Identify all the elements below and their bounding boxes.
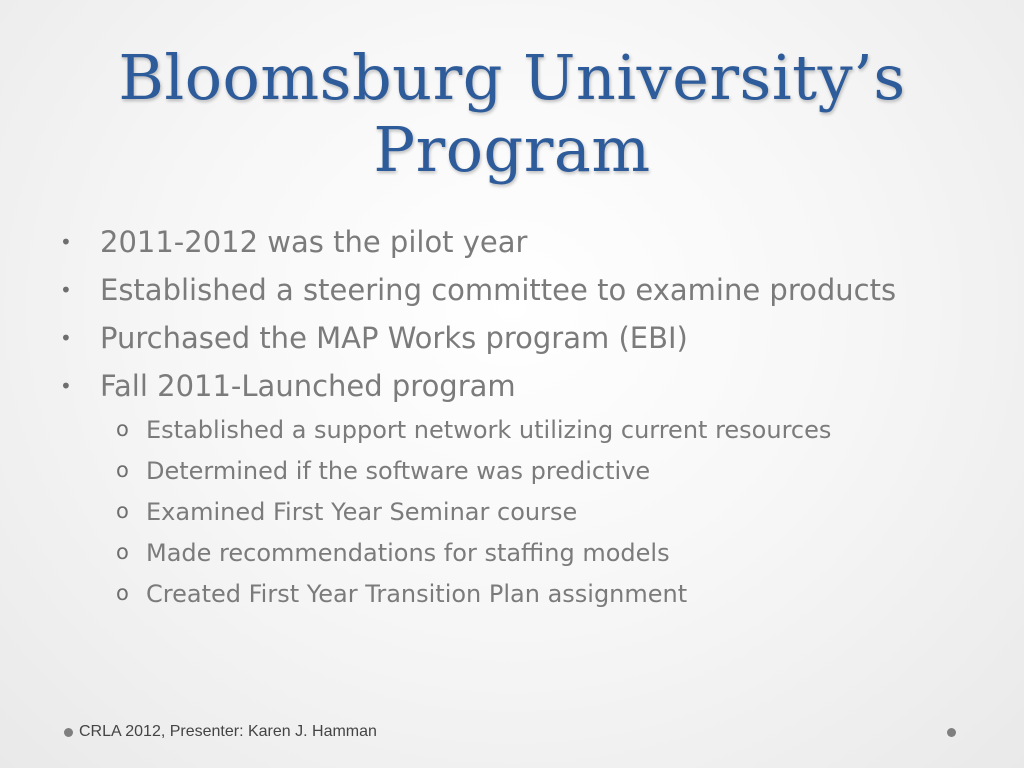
slide-title-line-1: Bloomsburg University’s <box>118 41 906 114</box>
slide-number-dot-icon <box>947 728 956 737</box>
slide-title-line-2: Program <box>373 113 651 186</box>
footer-dot-icon <box>64 728 73 737</box>
list-item <box>58 496 958 529</box>
list-item <box>58 537 958 570</box>
bullet-text: 2011-2012 was the pilot year <box>100 225 528 259</box>
sub-bullet-text: Created First Year Transition Plan assignment <box>146 580 688 608</box>
bullet-text: Purchased the MAP Works program (EBI) <box>100 321 688 355</box>
bullet-icon: • <box>60 230 72 254</box>
list-item <box>58 414 958 447</box>
list-item <box>58 318 958 358</box>
sub-bullet-icon: o <box>116 417 129 441</box>
bullet-text: Established a steering committee to examine products <box>100 273 897 307</box>
sub-bullet-text: Examined First Year Seminar course <box>146 498 578 526</box>
footer-text: CRLA 2012, Presenter: Karen J. Hamman <box>79 723 377 740</box>
sub-bullet-icon: o <box>116 581 129 605</box>
sub-bullet-text: Established a support network utilizing current resources <box>146 416 832 444</box>
list-item <box>58 222 958 262</box>
sub-bullet-text: Made recommendations for staffing models <box>146 539 670 567</box>
list-item <box>58 578 958 611</box>
list-item <box>58 270 958 310</box>
footer <box>64 720 377 744</box>
list-item <box>58 455 958 488</box>
list-item <box>58 366 958 406</box>
bullet-icon: • <box>60 278 72 302</box>
sub-bullet-text: Determined if the software was predictive <box>146 457 651 485</box>
bullet-list <box>58 222 958 619</box>
bullet-icon: • <box>60 374 72 398</box>
bullet-text: Fall 2011-Launched program <box>100 369 516 403</box>
slide-title <box>60 42 964 186</box>
sub-bullet-icon: o <box>116 458 129 482</box>
sub-bullet-icon: o <box>116 499 129 523</box>
bullet-icon: • <box>60 326 72 350</box>
sub-bullet-icon: o <box>116 540 129 564</box>
